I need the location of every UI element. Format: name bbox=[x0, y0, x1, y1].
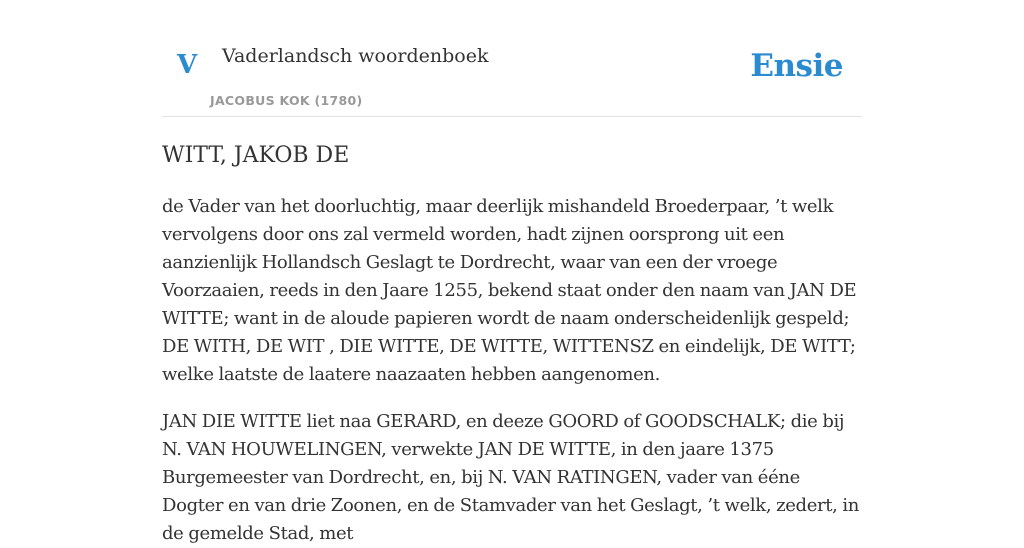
page-header bbox=[162, 0, 862, 117]
book-title[interactable]: Vaderlandsch woordenboek bbox=[222, 45, 489, 67]
entry-title: WITT, JAKOB DE bbox=[162, 143, 350, 168]
article-page bbox=[162, 0, 862, 548]
book-author: JACOBUS KOK (1780) bbox=[210, 93, 363, 108]
entry-paragraph: JAN DIE WITTE liet naa GERARD, en deeze GOORD of GOODSCHALK; die bij N. VAN HOUWELINGEN, verwekte JAN DE WITTE, in den jaare 1375 Burgemeester van Dordrecht, en, bij N. VAN RATINGEN, vader van ééne Dogter en van drie Zoonen, en de Stamvader van het Geslagt, ’t welk, zedert, in de gemelde Stad, met bbox=[162, 411, 860, 545]
book-logo[interactable]: V bbox=[177, 50, 198, 80]
ensie-logo-link[interactable]: Ensie bbox=[750, 48, 843, 84]
entry-paragraph: de Vader van het doorluchtig, maar deerlijk mishandeld Broederpaar, ’t welk vervolgens door ons zal vermeld worden, hadt zijnen oorsprong uit een aanzienlijk Hollandsch Geslagt te Dordrecht, waar van een der vroege Voorzaaien, reeds in den Jaare 1255, bekend staat onder den naam van JAN DE WITTE; want in de aloude papieren wordt de naam onderscheidenlijk gespeld; DE WITH, DE WIT , DIE WITTE, DE WITTE, WITTENSZ en eindelijk, DE WITT; welke laatste de laatere naazaaten hebben aangenomen. bbox=[162, 196, 857, 386]
